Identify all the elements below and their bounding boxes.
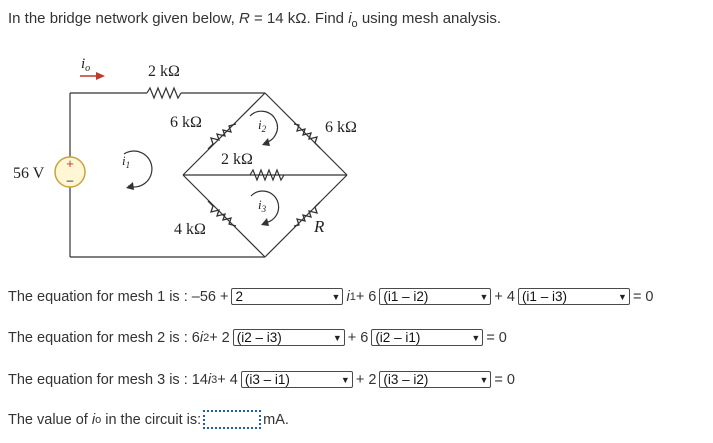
resistor-middle-zigzag: [250, 170, 284, 180]
mesh1-dropdown-1-value: 2: [235, 289, 243, 304]
mesh3-dropdown-2-value: (i3 – i2): [383, 372, 429, 387]
mesh1-mid-text-2: + 4: [494, 288, 515, 305]
mesh2-equation: [8, 329, 507, 346]
answer-input[interactable]: [203, 410, 261, 429]
mesh1-mid-text-1: + 6: [355, 288, 377, 305]
question-r-value: = 14 kΩ. Find: [249, 10, 345, 27]
mesh1-dropdown-3[interactable]: [518, 288, 630, 305]
bridge-circuit-diagram: [0, 45, 400, 270]
source-plus-sign: +: [66, 156, 74, 171]
resistor-r-label: R: [314, 217, 325, 236]
mesh3-mid-text: + 2: [355, 371, 377, 388]
io-arrow: [80, 72, 105, 80]
answer-io-subscript: o: [95, 413, 102, 426]
mesh1-i1-subscript: 1: [349, 290, 356, 303]
mesh1-arrowhead: [126, 182, 134, 190]
mesh2-label: $i_2$: [258, 117, 267, 134]
resistor-middle-label: 2 kΩ: [221, 151, 253, 168]
mesh1-label-text: The equation for mesh 1 is : –56 +: [8, 288, 229, 305]
mesh1-i1-symbol: i: [346, 288, 350, 305]
question-suffix: using mesh analysis.: [361, 10, 502, 27]
resistor-upper-left-label: 6 kΩ: [170, 114, 202, 131]
mesh2-dropdown-1[interactable]: [233, 329, 345, 346]
answer-row: [8, 410, 289, 429]
mesh2-end-text: = 0: [486, 329, 507, 346]
chevron-down-icon: ▼: [471, 332, 481, 343]
mesh1-dropdown-3-value: (i1 – i3): [521, 289, 567, 304]
mesh1-dropdown-2[interactable]: [379, 288, 491, 305]
mesh1-dropdown-1[interactable]: [231, 288, 343, 305]
question-r-symbol: R: [238, 10, 250, 27]
resistor-top-zigzag: [147, 88, 181, 98]
mesh2-dropdown-1-value: (i2 – i3): [236, 330, 282, 345]
mesh2-i2-symbol: i: [199, 329, 204, 346]
mesh2-dropdown-2-value: (i2 – i1): [375, 330, 421, 345]
mesh3-i3-subscript: 3: [211, 373, 218, 386]
chevron-down-icon: ▼: [340, 374, 350, 385]
chevron-down-icon: ▼: [479, 291, 489, 302]
mesh3-i3-symbol: i: [207, 371, 212, 388]
mesh2-after-text: + 2: [209, 329, 230, 346]
question-text: [8, 10, 501, 30]
source-minus-sign: –: [66, 173, 74, 187]
mesh2-label-text: The equation for mesh 2 is : 6: [8, 329, 200, 346]
io-label: $i_o$: [81, 56, 91, 74]
answer-io-symbol: i: [91, 411, 96, 428]
resistor-lower-left-label: 4 kΩ: [174, 221, 206, 238]
answer-label-before: The value of: [8, 411, 88, 428]
mesh2-mid-text: + 6: [347, 329, 369, 346]
mesh1-equation: [8, 288, 654, 305]
question-prefix: In the bridge network given below,: [8, 10, 235, 27]
mesh3-dropdown-1[interactable]: [241, 371, 353, 388]
mesh2-arrowhead: [262, 138, 270, 146]
mesh1-dropdown-2-value: (i1 – i2): [383, 289, 429, 304]
mesh3-equation: [8, 371, 515, 388]
resistor-upper-right-label: 6 kΩ: [325, 119, 357, 136]
chevron-down-icon: ▼: [479, 374, 489, 385]
voltage-source: [55, 156, 85, 187]
mesh3-label-text: The equation for mesh 3 is : 14: [8, 371, 208, 388]
question-io-symbol: i: [348, 10, 352, 27]
mesh2-i2-subscript: 2: [203, 331, 210, 344]
question-io-subscript: o: [351, 18, 358, 30]
mesh1-end-text: = 0: [632, 288, 654, 305]
mesh3-arrowhead: [261, 218, 269, 226]
source-voltage-label: 56 V: [13, 165, 45, 182]
resistor-upper-right-zigzag: [294, 124, 320, 148]
chevron-down-icon: ▼: [332, 332, 342, 343]
mesh3-dropdown-2[interactable]: [379, 371, 491, 388]
mesh2-dropdown-2[interactable]: [371, 329, 483, 346]
mesh1-label: $i_1$: [122, 153, 131, 170]
mesh3-after-text: + 4: [217, 371, 238, 388]
answer-label-after: in the circuit is:: [105, 411, 202, 428]
mesh3-end-text: = 0: [494, 371, 515, 388]
chevron-down-icon: ▼: [618, 291, 627, 302]
resistor-top-label: 2 kΩ: [148, 63, 180, 80]
chevron-down-icon: ▼: [331, 291, 341, 302]
mesh3-dropdown-1-value: (i3 – i1): [244, 372, 290, 387]
mesh3-label: $i_3$: [258, 197, 267, 214]
answer-unit: mA.: [263, 411, 289, 428]
